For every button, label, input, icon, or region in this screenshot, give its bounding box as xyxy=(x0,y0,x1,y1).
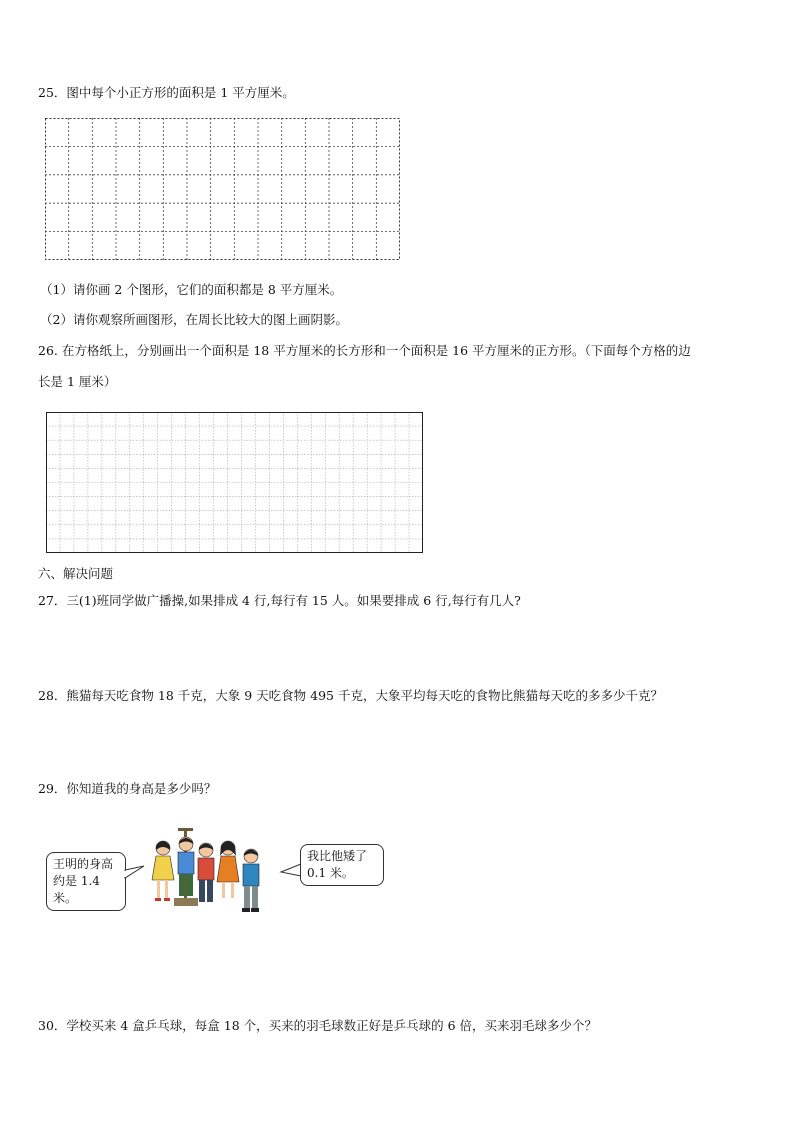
height-illustration xyxy=(46,826,386,922)
section-title: 六、解决问题 xyxy=(38,566,114,581)
q28-text: 28．熊猫每天吃食物 18 千克，大象 9 天吃食物 495 千克，大象平均每天吃的食物比熊猫每天吃的多多少千克？ xyxy=(38,688,663,703)
q27-text: 27．三(1)班同学做广播操,如果排成 4 行,每行有 15 人。如果要排成 6 行,每行有几人? xyxy=(38,593,521,608)
q25-sub2: （2）请你观察所画图形，在周长比较大的图上画阴影。 xyxy=(40,312,348,327)
q26-line1: 26. 在方格纸上，分别画出一个面积是 18 平方厘米的长方形和一个面积是 16 平方厘米的正方形。（下面每个方格的边 xyxy=(38,343,691,358)
q26-line2: 长是 1 厘米） xyxy=(38,374,117,389)
bubble-left-line1: 王明的身高 xyxy=(53,857,114,871)
bubble-left-line2: 约是 1.4 米。 xyxy=(53,874,100,905)
grid-15x5[interactable] xyxy=(45,118,400,260)
bubble-right-line2: 0.1 米。 xyxy=(307,866,354,880)
q25-sub1: （1）请你画 2 个图形，它们的面积都是 8 平方厘米。 xyxy=(40,282,343,297)
grid-paper[interactable] xyxy=(46,412,423,553)
speech-bubble-right xyxy=(300,844,384,886)
q29-text: 29．你知道我的身高是多少吗？ xyxy=(38,781,217,796)
q25-prompt: 25．图中每个小正方形的面积是 1 平方厘米。 xyxy=(38,85,295,100)
bubble-right-line1: 我比他矮了 xyxy=(307,849,368,863)
q30-text: 30．学校买来 4 盒乒乓球，每盒 18 个，买来的羽毛球数正好是乒乓球的 6 倍，买来羽毛球多少个？ xyxy=(38,1018,598,1033)
